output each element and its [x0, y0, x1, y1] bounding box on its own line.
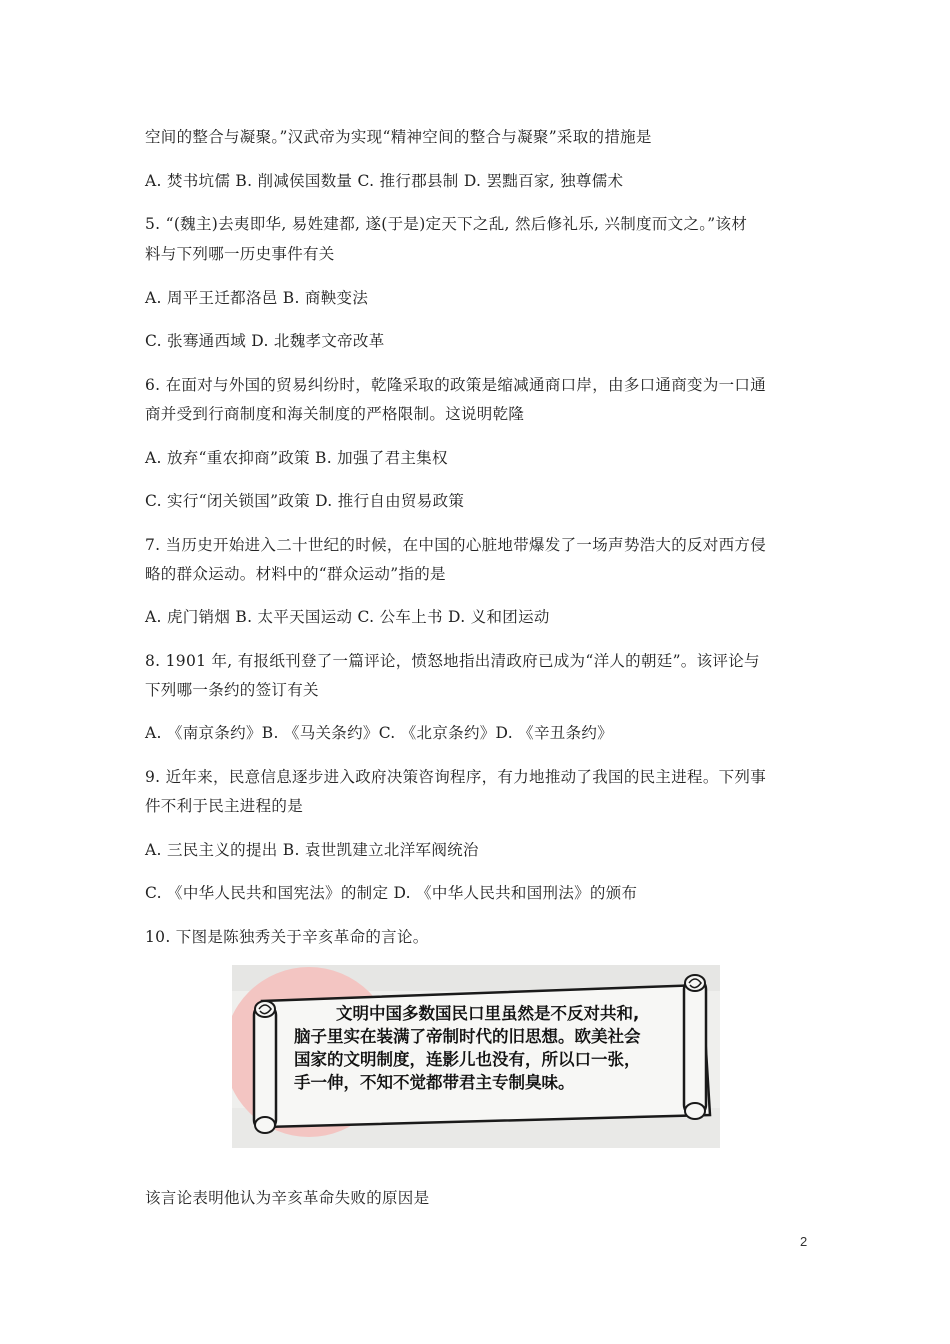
text-line: 空间的整合与凝聚。”汉武帝为实现“精神空间的整合与凝聚”采取的措施是 [145, 128, 652, 146]
question-6: 6. 在面对与外国的贸易纠纷时，乾隆采取的政策是缩减通商口岸，由多口通商变为一口通 [145, 376, 767, 394]
question-9-cont: 件不利于民主进程的是 [145, 797, 304, 815]
quote-text [294, 1002, 704, 1094]
question-8: 8. 1901 年, 有报纸刊登了一篇评论，愤怒地指出清政府已成为“洋人的朝廷”。该评论与 [145, 652, 760, 670]
answer-options: C. 《中华人民共和国宪法》的制定 D. 《中华人民共和国刑法》的颁布 [145, 884, 638, 902]
answer-options: A. 焚书坑儒 B. 削减侯国数量 C. 推行郡县制 D. 罢黜百家, 独尊儒术 [145, 172, 624, 190]
question-7: 7. 当历史开始进入二十世纪的时候，在中国的心脏地带爆发了一场声势浩大的反对西方侵 [145, 536, 767, 554]
answer-options: A. 放弃“重农抑商”政策 B. 加强了君主集权 [145, 449, 448, 467]
question-5-cont: 料与下列哪一历史事件有关 [145, 245, 335, 263]
question-5: 5. “(魏主)去夷即华, 易姓建都, 遂(于是)定天下之乱, 然后修礼乐, 兴制度而文之。”该材 [145, 215, 748, 233]
question-9: 9. 近年来，民意信息逐步进入政府决策咨询程序，有力地推动了我国的民主进程。下列事 [145, 768, 767, 786]
quote-line: 手一伸，不知不觉都带君主专制臭味。 [294, 1073, 575, 1092]
question-6-cont: 商并受到行商制度和海关制度的严格限制。这说明乾隆 [145, 405, 525, 423]
quote-line: 文明中国多数国民口里虽然是不反对共和, [336, 1004, 640, 1023]
answer-options: A. 虎门销烟 B. 太平天国运动 C. 公车上书 D. 义和团运动 [145, 608, 550, 626]
quote-line: 脑子里实在装满了帝制时代的旧思想。欧美社会 [294, 1027, 641, 1046]
quote-figure [232, 965, 720, 1148]
answer-options: A. 三民主义的提出 B. 袁世凯建立北洋军阀统治 [145, 841, 479, 859]
question-8-cont: 下列哪一条约的签订有关 [145, 681, 319, 699]
answer-options: A. 周平王迁都洛邑 B. 商鞅变法 [145, 289, 369, 307]
question-10: 10. 下图是陈独秀关于辛亥革命的言论。 [145, 928, 429, 946]
answer-options: C. 张骞通西域 D. 北魏孝文帝改革 [145, 332, 385, 350]
answer-options: C. 实行“闭关锁国”政策 D. 推行自由贸易政策 [145, 492, 465, 510]
answer-options: A. 《南京条约》B. 《马关条约》C. 《北京条约》D. 《辛丑条约》 [145, 724, 613, 742]
question-10-prompt: 该言论表明他认为辛亥革命失败的原因是 [145, 1189, 430, 1207]
quote-line: 国家的文明制度，连影儿也没有，所以口一张， [294, 1050, 641, 1069]
question-7-cont: 略的群众运动。材料中的“群众运动”指的是 [145, 565, 446, 583]
page-number: 2 [800, 1234, 808, 1249]
